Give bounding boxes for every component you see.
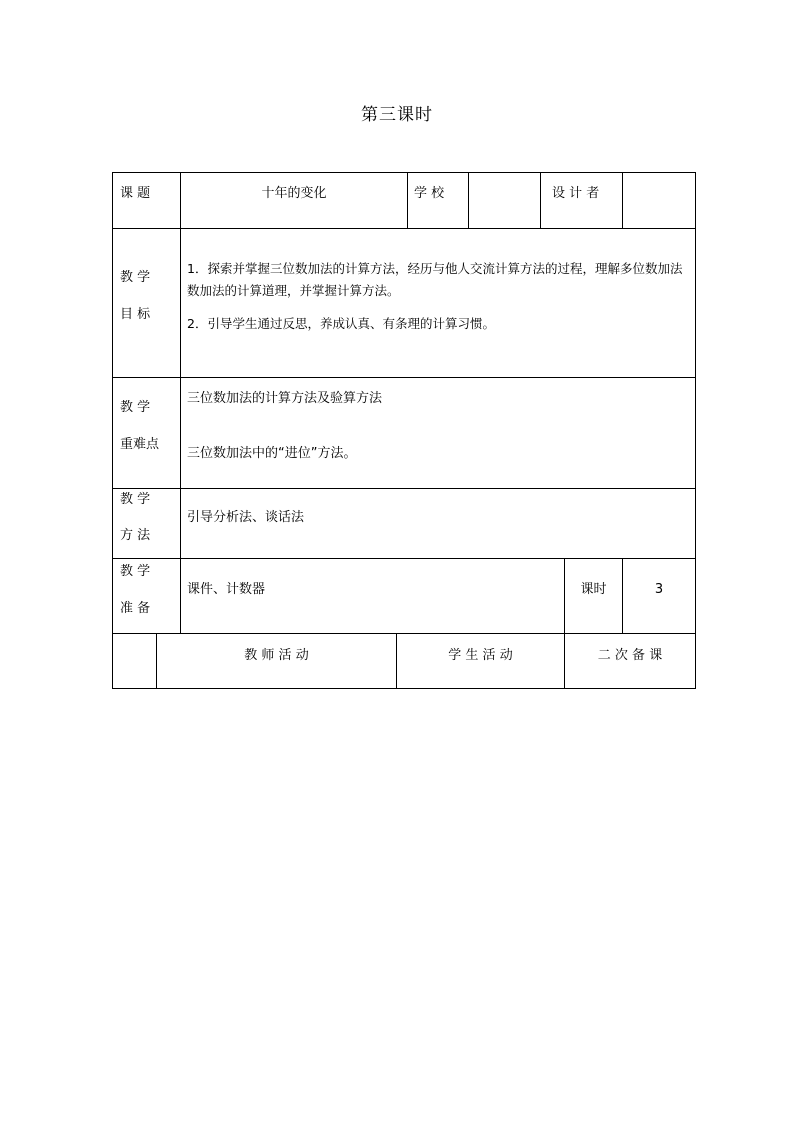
- keypoints-label-line2: 重难点: [120, 437, 160, 452]
- period-label: 课时: [580, 582, 607, 597]
- period-value: 3: [654, 582, 664, 597]
- objectives-label-line1: 教 学: [120, 270, 151, 285]
- page-title: 第三课时: [361, 105, 433, 125]
- objective-item-2: 2．引导学生通过反思，养成认真、有条理的计算习惯。: [187, 316, 495, 331]
- teacher-activity-header: 教 师 活 动: [244, 648, 309, 663]
- objectives-label-line2: 目 标: [120, 307, 151, 322]
- second-prep-header: 二 次 备 课: [597, 648, 663, 663]
- methods-label-line2: 方 法: [120, 528, 151, 543]
- methods-value: 引导分析法、谈话法: [187, 510, 305, 525]
- preparation-value: 课件、计数器: [187, 582, 266, 597]
- school-label: 学 校: [414, 186, 445, 201]
- objective-item-1: 1．探索并掌握三位数加法的计算方法，经历与他人交流计算方法的过程，理解多位数加法数加法的计算道理，并掌握计算方法。: [187, 261, 683, 298]
- preparation-label-line2: 准 备: [120, 601, 151, 616]
- student-activity-header: 学 生 活 动: [448, 648, 513, 663]
- difficulty-point: 三位数加法中的“进位”方法。: [187, 446, 357, 461]
- topic-value: 十年的变化: [261, 186, 327, 201]
- topic-label: 课 题: [120, 186, 151, 201]
- methods-label-line1: 教 学: [120, 492, 151, 507]
- keypoints-label-line1: 教 学: [120, 400, 151, 415]
- designer-label: 设 计 者: [552, 186, 600, 201]
- preparation-label-line1: 教 学: [120, 564, 151, 579]
- key-point: 三位数加法的计算方法及验算方法: [187, 391, 383, 406]
